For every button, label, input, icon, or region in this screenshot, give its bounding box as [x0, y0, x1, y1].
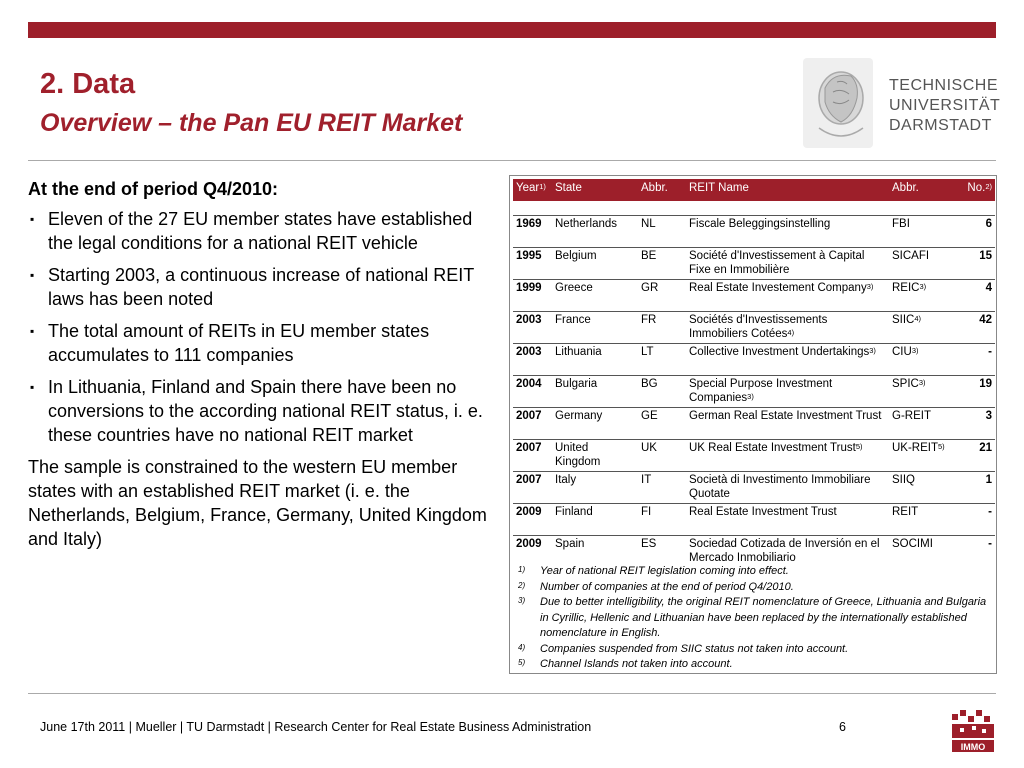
cell-count: 6 [955, 215, 995, 247]
footnote [518, 564, 994, 580]
footnote-marker: 5) [855, 441, 863, 451]
content-heading: At the end of period Q4/2010: [28, 179, 279, 199]
logo-line: DARMSTADT [889, 117, 992, 134]
cell-year: 2007 [513, 439, 552, 471]
immo-badge-text: IMMO [960, 742, 986, 752]
cell-year: 2003 [513, 343, 552, 375]
table-row [513, 343, 995, 375]
table-row [513, 311, 995, 343]
table-header-row [513, 179, 995, 201]
col-abbr: Abbr. [638, 179, 686, 201]
cell-reit-name: Sociétés d'Investissements Immobiliers Cotées$^{4)}$ [686, 311, 889, 343]
square-bullet-icon: ▪ [30, 212, 35, 226]
cell-year: 2003 [513, 311, 552, 343]
immo-logo [950, 708, 996, 752]
cell-reit-name: Real Estate Investment Trust [686, 503, 889, 535]
footer-divider [28, 693, 996, 694]
bullet-item [28, 375, 496, 447]
cell-reit-name: Collective Investment Undertakings$^{3)}$ [686, 343, 889, 375]
cell-count: - [955, 535, 995, 567]
cell-count: - [955, 343, 995, 375]
bullet-text: In Lithuania, Finland and Spain there have been no conversions to the according national REIT status, i. e. these countries have no national REIT market [48, 377, 483, 445]
footnote-text: Year of national REIT legislation coming into effect. [540, 565, 789, 577]
cell-count: 4 [955, 279, 995, 311]
header-spacer-row [513, 201, 995, 215]
cell-reit-abbr: SICAFI [889, 247, 955, 279]
bullet-list [28, 207, 496, 447]
cell-count: - [955, 503, 995, 535]
cell-abbr: BG [638, 375, 686, 407]
cell-abbr: LT [638, 343, 686, 375]
slide-title: 2. Data [40, 68, 136, 100]
university-name [889, 76, 1000, 136]
bullet-text: The total amount of REITs in EU member states accumulates to 111 companies [48, 321, 430, 365]
cell-state: Greece [552, 279, 638, 311]
table-row [513, 503, 995, 535]
footnote-marker: 3) [747, 391, 754, 401]
table-row [513, 247, 995, 279]
table-row [513, 279, 995, 311]
footnote-marker: 3) [866, 281, 874, 291]
footnote-marker: 3) [869, 345, 876, 355]
cell-reit-abbr: CIU$^{3)}$ [889, 343, 955, 375]
cell-abbr: GR [638, 279, 686, 311]
cell-state: United Kingdom [552, 439, 638, 471]
col-count: No.$^{2)}$ [955, 179, 995, 201]
cell-count: 15 [955, 247, 995, 279]
footnote-mark: 5) [518, 658, 526, 667]
cell-year: 2004 [513, 375, 552, 407]
table-row [513, 471, 995, 503]
cell-reit-name: UK Real Estate Investment Trust$^{5)}$ [686, 439, 889, 471]
cell-count: 19 [955, 375, 995, 407]
cell-reit-abbr: FBI [889, 215, 955, 247]
slide-subtitle: Overview – the Pan EU REIT Market [40, 109, 463, 137]
cell-state: Italy [552, 471, 638, 503]
cell-reit-name: Real Estate Investement Company$^{3)}$ [686, 279, 889, 311]
footnote-text: Companies suspended from SIIC status not taken into account. [540, 642, 849, 655]
cell-year: 1995 [513, 247, 552, 279]
bullet-text: Starting 2003, a continuous increase of national REIT laws has been noted [48, 265, 474, 309]
cell-reit-name: Société d'Investissement à Capital Fixe en Immobilière [686, 247, 889, 279]
cell-reit-name: Fiscale Beleggingsinstelling [686, 215, 889, 247]
table-row [513, 535, 995, 567]
cell-abbr: GE [638, 407, 686, 439]
content-text [28, 177, 496, 551]
footnote [518, 642, 994, 658]
cell-state: Bulgaria [552, 375, 638, 407]
square-bullet-icon: ▪ [30, 380, 35, 394]
footnote-mark: 3) [518, 596, 526, 605]
cell-state: Spain [552, 535, 638, 567]
col-reit-name: REIT Name [686, 179, 889, 201]
header-divider [28, 160, 996, 161]
cell-year: 1999 [513, 279, 552, 311]
cell-year: 2009 [513, 503, 552, 535]
footnote-mark: 1) [518, 565, 526, 574]
table-row [513, 439, 995, 471]
cell-year: 2009 [513, 535, 552, 567]
cell-year: 2007 [513, 407, 552, 439]
footnote-marker: 4) [787, 327, 795, 337]
footnote-marker: 3) [911, 345, 919, 355]
table-footnotes [518, 564, 994, 673]
cell-reit-abbr: REIT [889, 503, 955, 535]
cell-abbr: IT [638, 471, 686, 503]
cell-count: 21 [955, 439, 995, 471]
footnote-marker: 3) [919, 281, 927, 291]
cell-reit-abbr: SIIQ [889, 471, 955, 503]
table-body [513, 215, 995, 567]
bullet-item [28, 319, 496, 367]
cell-reit-name: Sociedad Cotizada de Inversión en el Mercado Inmobiliario [686, 535, 889, 567]
footnote [518, 595, 994, 642]
footer-text: June 17th 2011 | Mueller | TU Darmstadt | Research Center for Real Estate Business Administration [40, 720, 592, 734]
cell-abbr: FI [638, 503, 686, 535]
footnote [518, 657, 994, 673]
cell-reit-name: German Real Estate Investment Trust [686, 407, 889, 439]
footnote-text: Channel Islands not taken into account. [540, 658, 733, 670]
footnote-mark: 2) [518, 580, 526, 590]
cell-state: Belgium [552, 247, 638, 279]
top-accent-bar [28, 22, 996, 38]
cell-abbr: UK [638, 439, 686, 471]
tu-darmstadt-logo [803, 58, 1001, 148]
cell-state: France [552, 311, 638, 343]
col-state: State [552, 179, 638, 201]
square-bullet-icon: ▪ [30, 324, 35, 338]
footnote-marker: 3) [918, 377, 926, 387]
logo-line: TECHNISCHE [889, 77, 999, 94]
sample-paragraph: The sample is constrained to the western EU member states with an established REIT market (i. e. the Netherlands, Belgium, France, Germany, United Kingdom and Italy) [28, 457, 487, 549]
cell-state: Germany [552, 407, 638, 439]
square-bullet-icon: ▪ [30, 268, 35, 282]
cell-reit-abbr: REIC$^{3)}$ [889, 279, 955, 311]
footnote-marker: 5) [938, 441, 945, 451]
col-year: Year$^{1)}$ [513, 179, 552, 201]
table-row [513, 375, 995, 407]
cell-abbr: ES [638, 535, 686, 567]
logo-line: UNIVERSITÄT [889, 97, 1001, 114]
athena-seal-icon [803, 58, 873, 148]
reit-table-panel [509, 175, 997, 674]
cell-count: 42 [955, 311, 995, 343]
bullet-item [28, 207, 496, 255]
cell-year: 1969 [513, 215, 552, 247]
cell-reit-abbr: SIIC$^{4)}$ [889, 311, 955, 343]
cell-abbr: FR [638, 311, 686, 343]
cell-count: 3 [955, 407, 995, 439]
bullet-text: Eleven of the 27 EU member states have established the legal conditions for a national REIT vehicle [48, 209, 473, 253]
footnote [518, 580, 994, 596]
table-row [513, 215, 995, 247]
table-row [513, 407, 995, 439]
cell-year: 2007 [513, 471, 552, 503]
col-reit-abbr: Abbr. [889, 179, 955, 201]
cell-state: Finland [552, 503, 638, 535]
cell-abbr: BE [638, 247, 686, 279]
cell-state: Lithuania [552, 343, 638, 375]
footnote-text: Number of companies at the end of period Q4/2010. [540, 580, 794, 593]
cell-reit-name: Special Purpose Investment Companies$^{3)}$ [686, 375, 889, 407]
cell-reit-abbr: UK-REIT$^{5)}$ [889, 439, 955, 471]
cell-reit-name: Società di Investimento Immobiliare Quotate [686, 471, 889, 503]
page-number: 6 [839, 720, 846, 734]
cell-reit-abbr: G-REIT [889, 407, 955, 439]
cell-reit-abbr: SOCIMI [889, 535, 955, 567]
footnote-marker: 4) [914, 313, 922, 323]
cell-count: 1 [955, 471, 995, 503]
cell-abbr: NL [638, 215, 686, 247]
cell-state: Netherlands [552, 215, 638, 247]
cell-reit-abbr: SPIC$^{3)}$ [889, 375, 955, 407]
bullet-item [28, 263, 496, 311]
footnote-text: Due to better intelligibility, the original REIT nomenclature of Greece, Lithuania and Bulgaria in Cyrillic, Hellenic and Lithuanian have been replaced by the internationally established nomenclature in English. [540, 596, 987, 639]
reit-table [513, 179, 995, 567]
footnote-mark: 4) [518, 642, 526, 652]
